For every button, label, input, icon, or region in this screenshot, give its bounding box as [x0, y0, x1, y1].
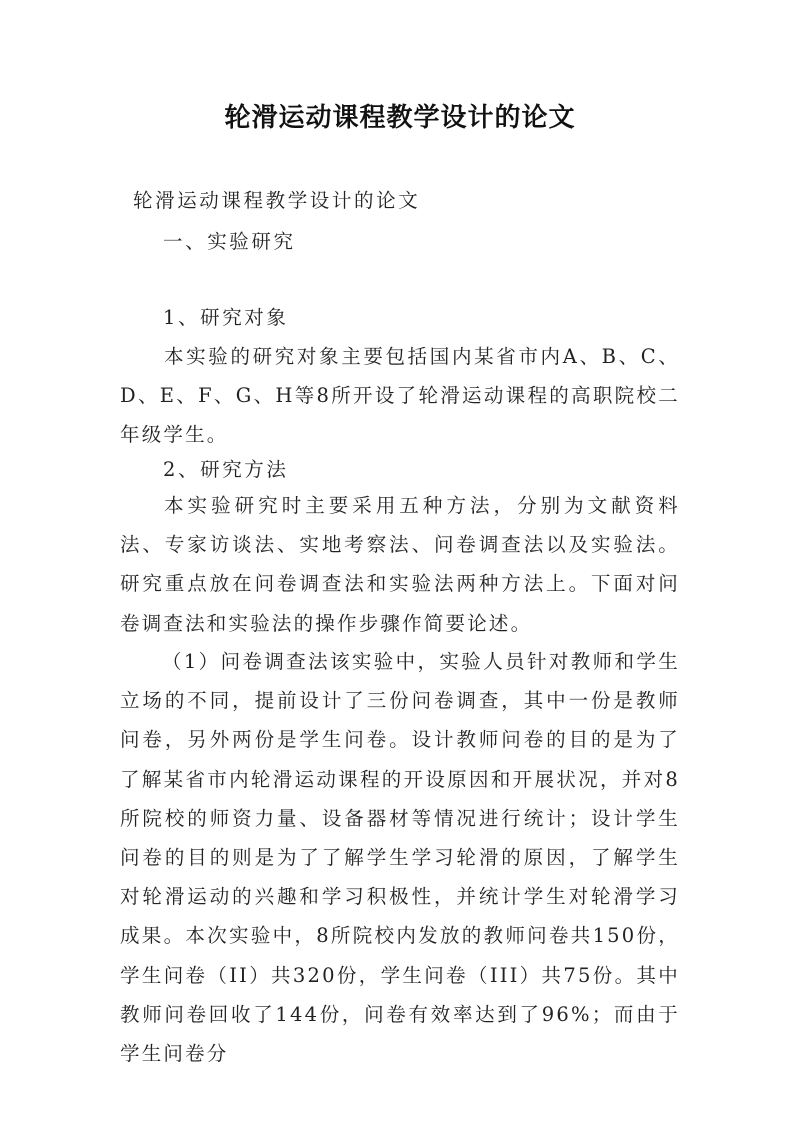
- paragraph-questionnaire-method: （1）问卷调查法该实验中，实验人员针对教师和学生立场的不同，提前设计了三份问卷调查，其中一份是教师问卷，另外两份是学生问卷。设计教师问卷的目的是为了了解某省市内轮滑运动课程的开设原因和开展状况，并对8所院校的师资力量、设备器材等情况进行统计；设计学生问卷的目的则是为了了解学生学习轮滑的原因，了解学生对轮滑运动的兴趣和学习积极性，并统计学生对轮滑学习成果。本次实验中，8所院校内发放的教师问卷共150份，学生问卷（II）共320份，学生问卷（III）共75份。其中教师问卷回收了144份，问卷有效率达到了96%；而由于学生问卷分: [120, 650, 680, 1066]
- subsection-heading-research-object: 1、研究对象: [163, 306, 289, 329]
- paragraph-research-object: 本实验的研究对象主要包括国内某省市内A、B、C、D、E、F、G、H等8所开设了轮滑运动课程的高职院校二年级学生。: [120, 345, 680, 447]
- subsection-heading-research-method: 2、研究方法: [163, 458, 289, 481]
- document-subtitle: 轮滑运动课程教学设计的论文: [133, 189, 421, 212]
- paragraph-research-method: 本实验研究时主要采用五种方法，分别为文献资料法、专家访谈法、实地考察法、问卷调查法以及实验法。研究重点放在问卷调查法和实验法两种方法上。下面对问卷调查法和实验法的操作步骤作简要论述。: [120, 494, 680, 635]
- section-heading: 一、实验研究: [163, 230, 296, 253]
- document-title: 轮滑运动课程教学设计的论文: [224, 103, 576, 133]
